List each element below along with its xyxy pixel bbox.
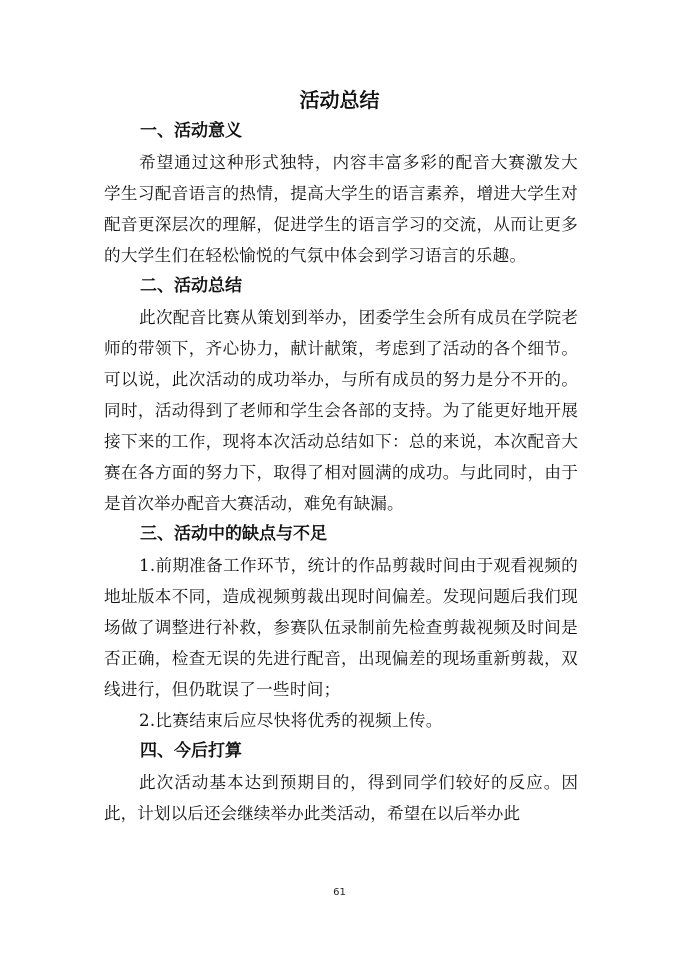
section-significance [104,116,578,271]
paragraph: 希望通过这种形式独特，内容丰富多彩的配音大赛激发大学生习配音语言的热情，提高大学生的语言素养，增进大学生对配音更深层次的理解，促进学生的语言学习的交流，从而让更多的大学生们在轻松愉悦的气氛中体会到学习语言的乐趣。 [104,153,578,265]
paragraph: 1.前期准备工作环节，统计的作品剪裁时间由于观看视频的地址版本不同，造成视频剪裁出现时间偏差。发现问题后我们现场做了调整进行补救，参赛队伍录制前先检查剪裁视频及时间是否正确，检查无误的先进行配音，出现偏差的现场重新剪裁，双线进行，但仍耽误了一些时间； [104,556,578,699]
page-number: 61 [333,887,346,898]
section-heading: 三、活动中的缺点与不足 [140,524,327,544]
section-shortcomings [104,519,578,736]
paragraph: 此次活动基本达到预期目的，得到同学们较好的反应。因此，计划以后还会继续举办此类活动，希望在以后举办此 [104,773,578,823]
paragraph: 2.比赛结束后应尽快将优秀的视频上传。 [139,711,443,730]
section-summary [104,271,578,519]
section-heading: 四、今后打算 [140,741,242,761]
paragraph: 此次配音比赛从策划到举办，团委学生会所有成员在学院老师的带领下，齐心协力，献计献策，考虑到了活动的各个细节。可以说，此次活动的成功举办，与所有成员的努力是分不开的。同时，活动得到了老师和学生会各部的支持。为了能更好地开展接下来的工作，现将本次活动总结如下：总的来说，本次配音大赛在各方面的努力下，取得了相对圆满的成功。与此同时，由于是首次举办配音大赛活动，难免有缺漏。 [104,308,578,513]
section-heading: 一、活动意义 [140,121,242,141]
section-future-plans [104,736,578,829]
document-title: 活动总结 [299,88,380,112]
document-body [104,116,578,829]
section-heading: 二、活动总结 [140,276,242,296]
